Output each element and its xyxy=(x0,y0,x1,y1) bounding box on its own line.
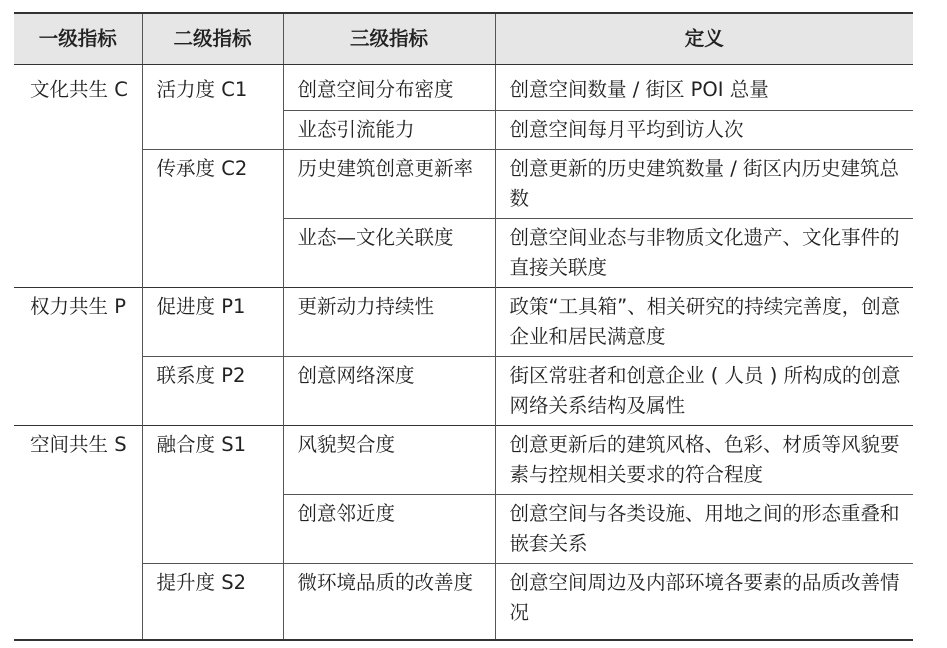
level3-cell: 微环境品质的改善度 xyxy=(283,564,495,640)
definition-cell: 创意空间周边及内部环境各要素的品质改善情况 xyxy=(495,564,913,640)
definition-cell: 创意空间业态与非物质文化遗产、文化事件的直接关联度 xyxy=(495,219,913,288)
definition-cell: 创意更新的历史建筑数量 / 街区内历史建筑总数 xyxy=(495,150,913,219)
table-row xyxy=(14,426,913,495)
definition-cell: 创意空间每月平均到访人次 xyxy=(495,111,913,150)
header-level2: 二级指标 xyxy=(142,13,283,65)
level3-cell: 风貌契合度 xyxy=(283,426,495,495)
header-row xyxy=(14,13,913,65)
level1-cell: 权力共生 P xyxy=(14,288,142,426)
level2-cell: 融合度 S1 xyxy=(142,426,283,564)
level2-cell: 联系度 P2 xyxy=(142,357,283,426)
definition-cell: 创意更新后的建筑风格、色彩、材质等风貌要素与控规相关要求的符合程度 xyxy=(495,426,913,495)
level3-cell: 更新动力持续性 xyxy=(283,288,495,357)
level1-cell: 空间共生 S xyxy=(14,426,142,640)
header-level3: 三级指标 xyxy=(283,13,495,65)
table-row xyxy=(14,357,913,426)
table-row xyxy=(14,288,913,357)
level3-cell: 创意空间分布密度 xyxy=(283,65,495,111)
header-level1: 一级指标 xyxy=(14,13,142,65)
level1-cell: 文化共生 C xyxy=(14,65,142,288)
level2-cell: 活力度 C1 xyxy=(142,65,283,150)
table-row xyxy=(14,150,913,219)
level2-cell: 提升度 S2 xyxy=(142,564,283,640)
level2-cell: 促进度 P1 xyxy=(142,288,283,357)
definition-cell: 创意空间与各类设施、用地之间的形态重叠和嵌套关系 xyxy=(495,495,913,564)
table-row xyxy=(14,65,913,111)
level3-cell: 业态引流能力 xyxy=(283,111,495,150)
definition-cell: 创意空间数量 / 街区 POI 总量 xyxy=(495,65,913,111)
table-row xyxy=(14,564,913,640)
level2-cell: 传承度 C2 xyxy=(142,150,283,288)
level3-cell: 业态—文化关联度 xyxy=(283,219,495,288)
header-definition: 定义 xyxy=(495,13,913,65)
definition-cell: 街区常驻者和创意企业 ( 人员 ) 所构成的创意网络关系结构及属性 xyxy=(495,357,913,426)
indicator-table xyxy=(14,12,913,641)
level3-cell: 创意网络深度 xyxy=(283,357,495,426)
definition-cell: 政策“工具箱”、相关研究的持续完善度，创意企业和居民满意度 xyxy=(495,288,913,357)
level3-cell: 历史建筑创意更新率 xyxy=(283,150,495,219)
level3-cell: 创意邻近度 xyxy=(283,495,495,564)
